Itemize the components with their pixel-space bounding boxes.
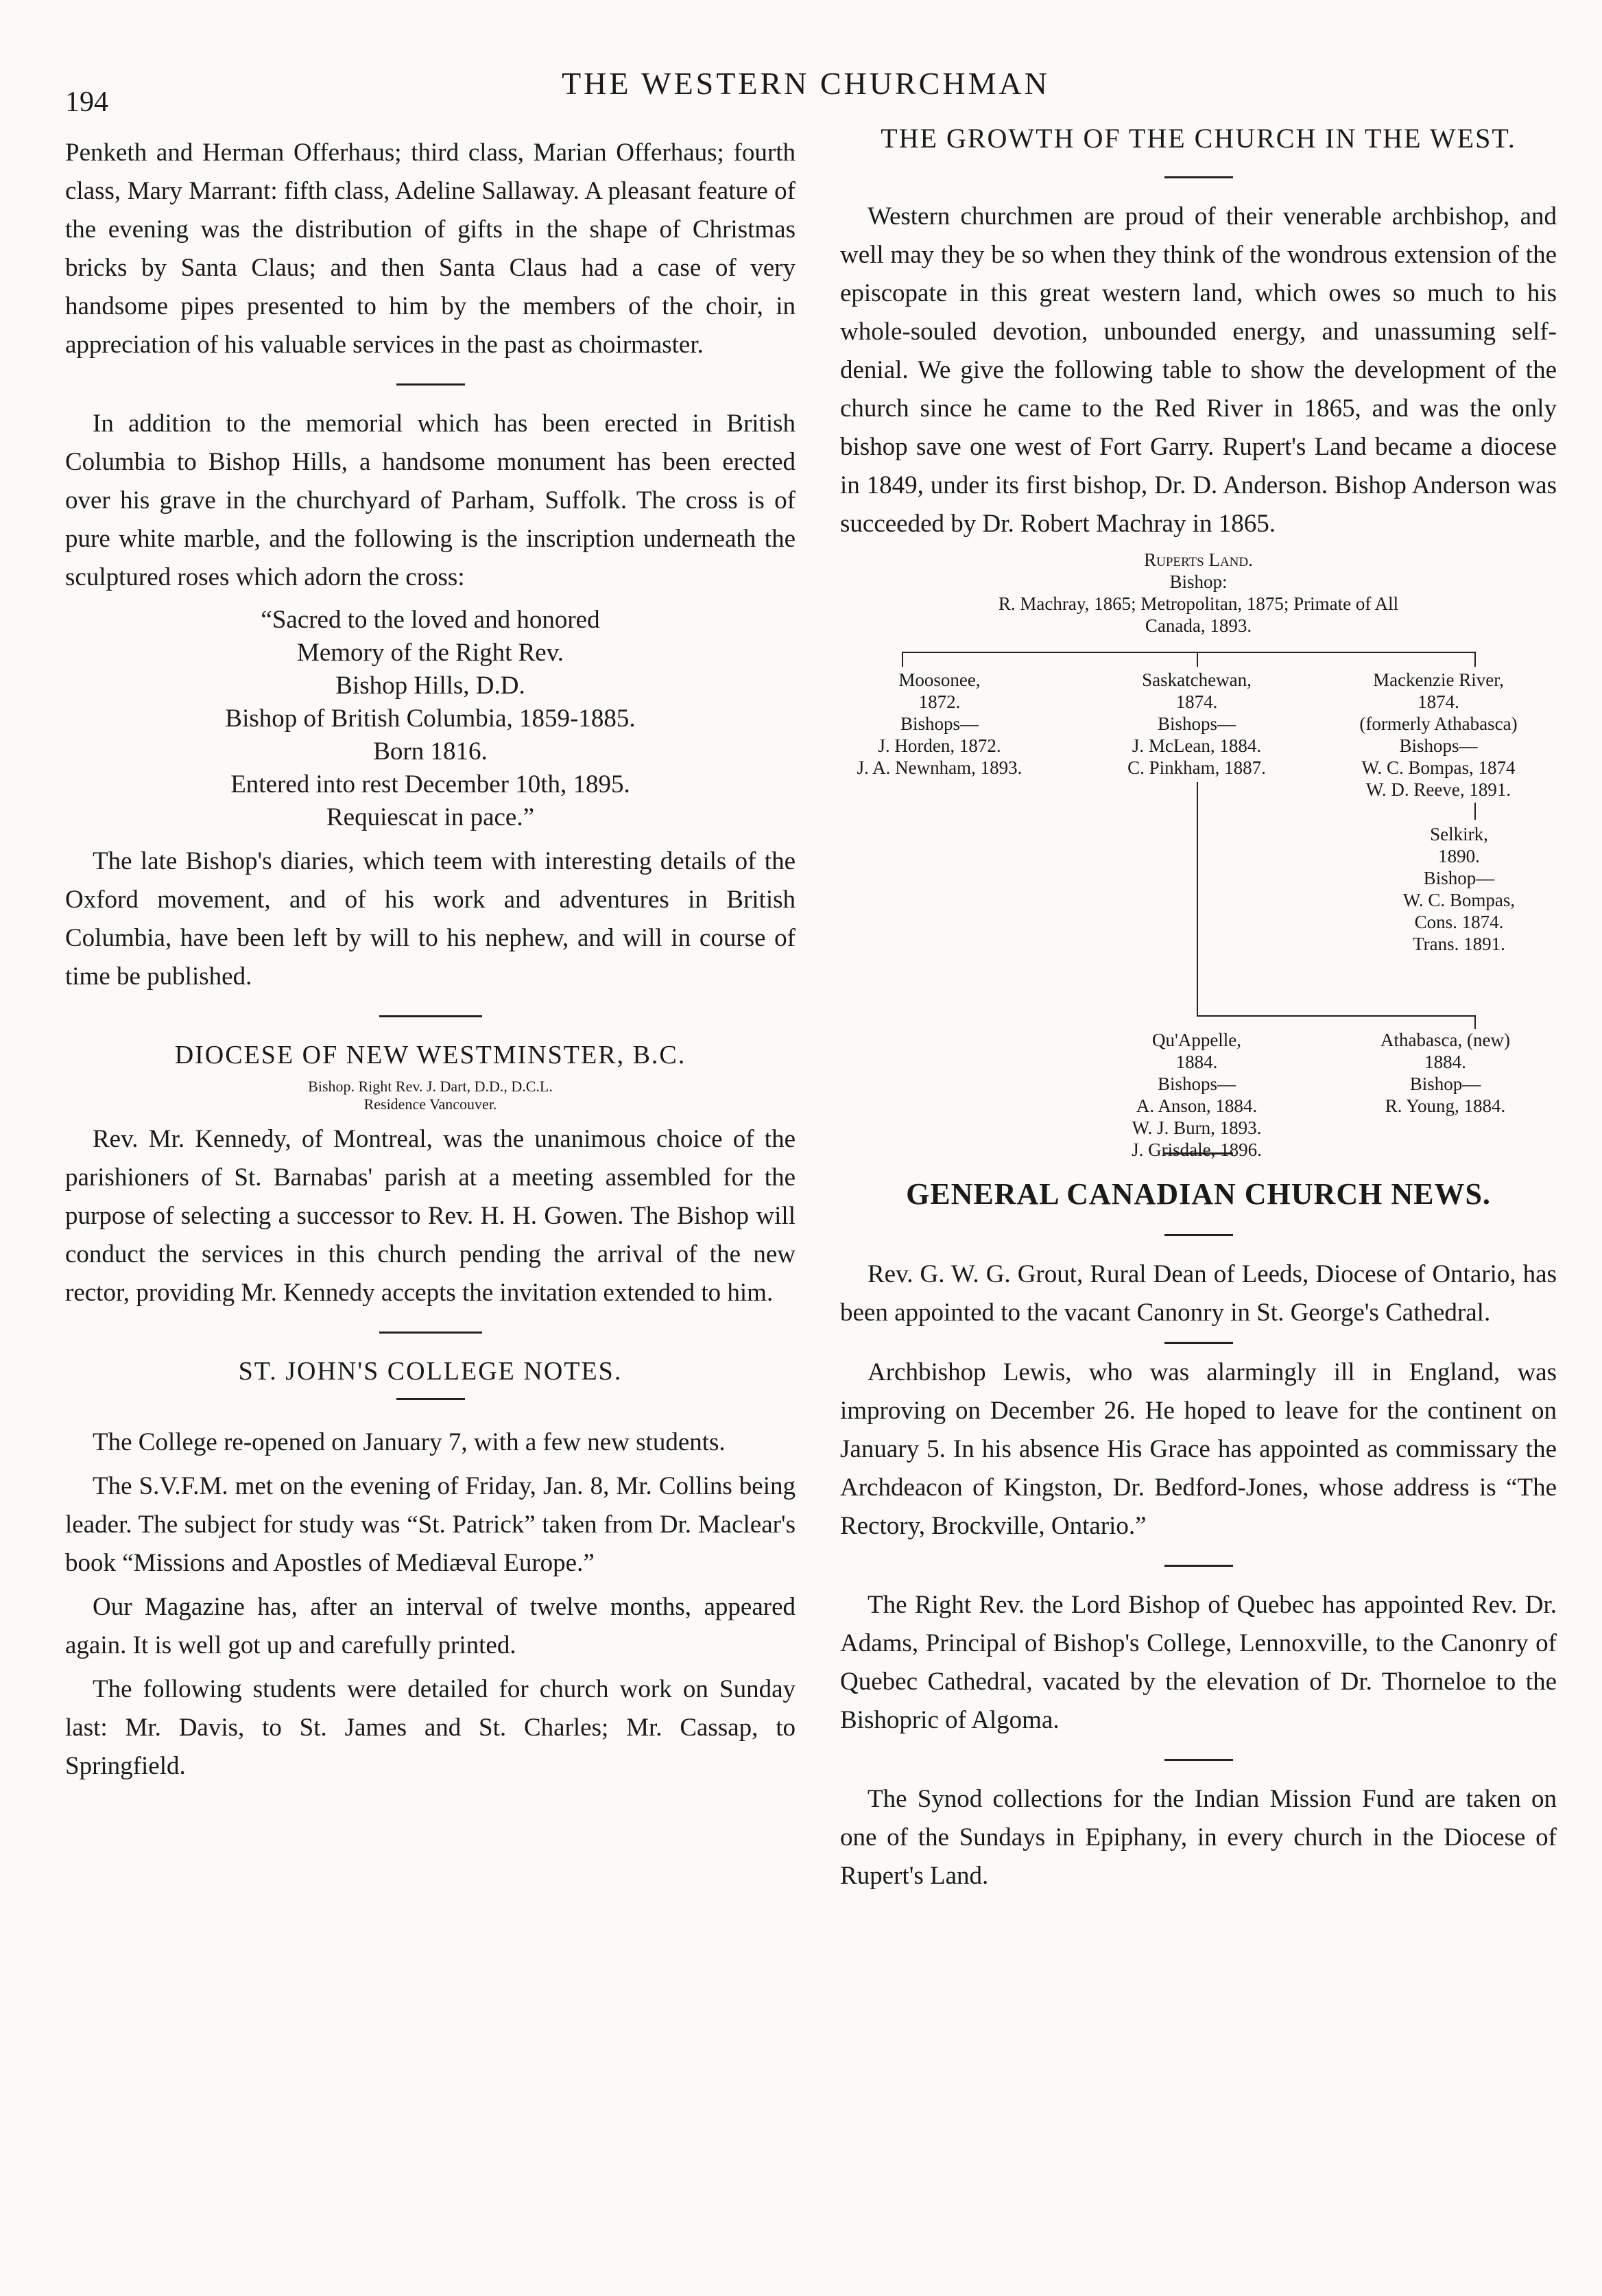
news-heading: GENERAL CANADIAN CHURCH NEWS. — [906, 1177, 1491, 1211]
college-heading: ST. JOHN'S COLLEGE NOTES. — [238, 1357, 623, 1386]
divider — [1164, 1759, 1233, 1761]
inscription-line: “Sacred to the loved and honored — [261, 606, 600, 634]
divider — [379, 1332, 482, 1334]
growth-heading: THE GROWTH OF THE CHURCH IN THE WEST. — [881, 123, 1516, 154]
news-paragraph: Archbishop Lewis, who was alarmingly ill in England, was improving on December 26. He hoped to leave for the continent on January 5. In his absence His Grace has appointed as commissary the Archdeacon of Kingston, Dr. Bedford-Jones, whose address is “The Rectory, Brockville, Ontario.” — [840, 1358, 1557, 1540]
chart-node-selkirk: Selkirk, 1890. Bishop— W. C. Bompas, Cons. 1874. Trans. 1891. — [1402, 824, 1516, 954]
divider — [1164, 1234, 1233, 1236]
growth-paragraph: Western churchmen are proud of their venerable archbishop, and well may they be so when they think of the wondrous extension of the episcopate in this great western land, which owes so much to his whole-souled devotion, unbounded energy, and unassuming self-denial. We give the following table to show the development of the church since he came to the Red River in 1865, and was the only bishop save one west of Fort Garry. Rupert's Land became a diocese in 1849, under its first bishop, Dr. D. Anderson. Bishop Anderson was succeeded by Dr. Robert Machray in 1865. — [840, 202, 1557, 538]
chart-line — [1474, 1015, 1476, 1029]
divider — [396, 383, 465, 386]
chart-node-athabasca: Athabasca, (new) 1884. Bishop— R. Young, 1884. — [1380, 1030, 1510, 1116]
bishop-residence-info — [65, 1078, 796, 1113]
chart-line — [902, 652, 903, 667]
page-number: 194 — [65, 86, 108, 118]
chart-node-mackenzie-river: Mackenzie River, 1874. (formerly Athabasca) Bishops— W. C. Bompas, 1874 W. D. Reeve, 1891. — [1359, 670, 1518, 800]
news-paragraph: Rev. G. W. G. Grout, Rural Dean of Leeds, Diocese of Ontario, has been appointed to the vacant Canonry in St. George's Cathedral. — [840, 1260, 1557, 1327]
chart-node-quappelle: Qu'Appelle, 1884. Bishops— A. Anson, 1884. W. J. Burn, 1893. J. Grisdale, 1896. — [1132, 1030, 1262, 1160]
diocese-chart — [840, 549, 1557, 1160]
inscription — [65, 604, 796, 834]
news-paragraph: The Right Rev. the Lord Bishop of Quebec has appointed Rev. Dr. Adams, Principal of Bishop's College, Lennoxville, to the Canonry of Quebec Cathedral, vacated by the elevation of Dr. Thorneloe to the Bishopric of Algoma. — [840, 1591, 1557, 1734]
chart-node-moosonee: Moosonee, 1872. Bishops— J. Horden, 1872. J. A. Newnham, 1893. — [857, 670, 1023, 778]
chart-line — [1197, 652, 1198, 667]
college-paragraph: The following students were detailed for church work on Sunday last: Mr. Davis, to St. James and St. Charles; Mr. Cassap, to Springfield. — [65, 1675, 796, 1780]
bishop-line: Bishop. Right Rev. J. Dart, D.D., D.C.L. — [308, 1078, 553, 1095]
left-column — [65, 134, 796, 1786]
college-paragraph: Our Magazine has, after an interval of twelve months, appeared again. It is well got up and carefully printed. — [65, 1593, 796, 1659]
college-paragraph: The College re-opened on January 7, with a few new students. — [93, 1428, 726, 1456]
divider — [1164, 1342, 1233, 1344]
inscription-line: Entered into rest December 10th, 1895. — [230, 770, 630, 798]
divider — [1164, 1565, 1233, 1567]
diaries-paragraph: The late Bishop's diaries, which teem with interesting details of the Oxford movement, and of his work and adventures in British Columbia, have been left by will to his nephew, and will in course of time be published. — [65, 847, 796, 991]
page-header — [65, 65, 1546, 118]
chart-line — [902, 652, 1474, 653]
memorial-paragraph: In addition to the memorial which has been erected in British Columbia to Bishop Hills, a handsome monument has been erected over his grave in the churchyard of Parham, Suffolk. The cross is of pure white marble, and the following is the inscription underneath the sculptured roses which adorn the cross: — [65, 410, 796, 591]
divider — [1164, 176, 1233, 178]
intro-paragraph: Penketh and Herman Offerhaus; third class, Marian Offerhaus; fourth class, Mary Marrant: fifth class, Adeline Sallaway. A pleasant feature of the evening was the distribution of gifts in the shape of Christmas bricks by Santa Claus; and then Santa Claus had a case of very handsome pipes presented to him by the members of the choir, in appreciation of his valuable services in the past as choirmaster. — [65, 139, 796, 359]
chart-line — [1474, 803, 1476, 820]
residence-line: Residence Vancouver. — [363, 1096, 497, 1113]
westminster-heading: DIOCESE OF NEW WESTMINSTER, B.C. — [174, 1041, 686, 1069]
chart-line — [1197, 1015, 1474, 1017]
chart-node-saskatchewan: Saskatchewan, 1874. Bishops— J. McLean, 1884. C. Pinkham, 1887. — [1127, 670, 1266, 778]
running-title: THE WESTERN CHURCHMAN — [562, 66, 1050, 101]
inscription-line: Bishop of British Columbia, 1859-1885. — [225, 705, 636, 733]
college-paragraph: The S.V.F.M. met on the evening of Friday, Jan. 8, Mr. Collins being leader. The subject for study was “St. Patrick” taken from Dr. Maclear's book “Missions and Apostles of Mediæval Europe.” — [65, 1472, 796, 1577]
divider — [379, 1015, 482, 1017]
chart-line — [1197, 782, 1198, 1015]
chart-node-ruperts-land: Ruperts Land. Bishop: R. Machray, 1865; Metropolitan, 1875; Primate of All Canada, 1893. — [998, 549, 1399, 636]
inscription-line: Requiescat in pace.” — [326, 803, 535, 831]
right-column — [840, 123, 1557, 1895]
westminster-paragraph: Rev. Mr. Kennedy, of Montreal, was the unanimous choice of the parishioners of St. Barnabas' parish at a meeting assembled for the purpose of selecting a successor to Rev. H. H. Gowen. The Bishop will conduct the services in this church pending the arrival of the new rector, providing Mr. Kennedy accepts the invitation extended to him. — [65, 1125, 796, 1307]
inscription-line: Bishop Hills, D.D. — [335, 672, 525, 700]
news-paragraph: The Synod collections for the Indian Mission Fund are taken on one of the Sundays in Epiphany, in every church in the Diocese of Rupert's Land. — [840, 1785, 1557, 1890]
chart-line — [1474, 652, 1476, 667]
inscription-line: Memory of the Right Rev. — [296, 639, 564, 667]
divider — [396, 1398, 465, 1400]
inscription-line: Born 1816. — [373, 737, 488, 766]
